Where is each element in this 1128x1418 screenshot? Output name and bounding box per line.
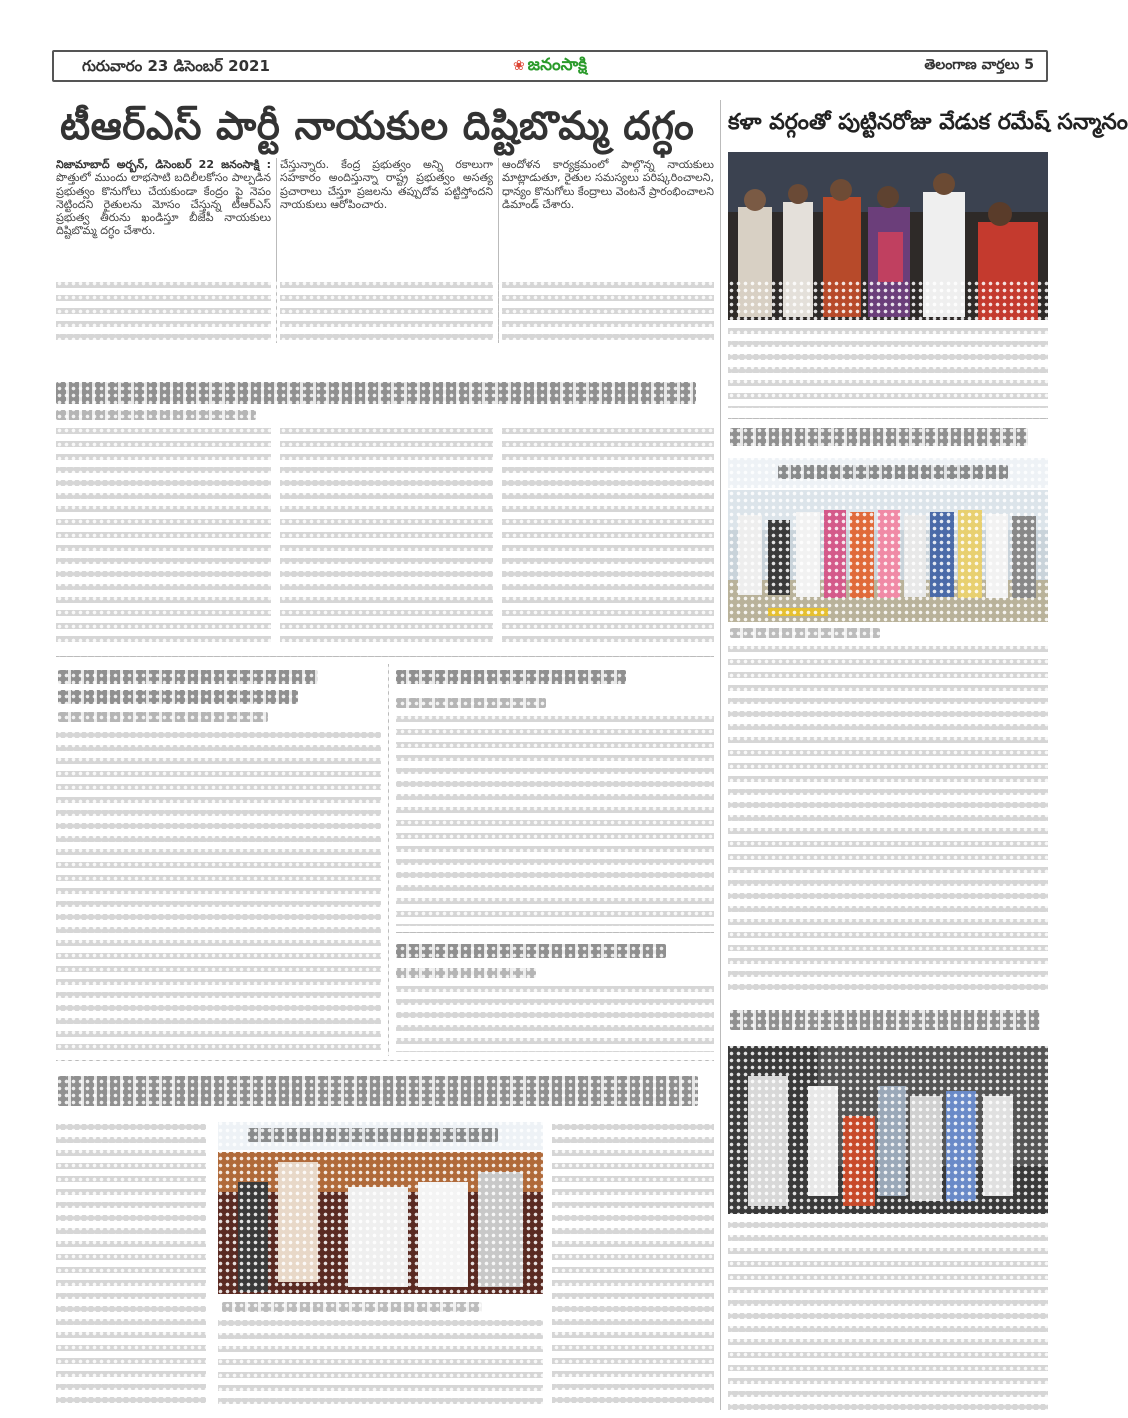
page-label: తెలంగాణ వార్తలు 5 xyxy=(924,57,1034,73)
right-story-3-text xyxy=(728,1222,1048,1412)
group-photo-right xyxy=(728,490,1048,622)
masthead-logo-icon: ❀ xyxy=(512,58,525,74)
story-2-column-3 xyxy=(502,428,714,648)
page-number: 5 xyxy=(1024,57,1034,73)
story-2-column-1 xyxy=(56,428,271,648)
story-6-headline xyxy=(58,1076,698,1106)
story-2-byline xyxy=(56,410,256,420)
column-rule xyxy=(388,664,389,1056)
photo-bottom-caption xyxy=(222,1302,482,1312)
right-story-text xyxy=(728,328,1048,408)
right-story-2-headline xyxy=(730,428,1028,446)
page-header xyxy=(52,50,1048,82)
main-headline: టీఆర్ఎస్ పార్టీ నాయకుల దిష్టిబొమ్మ దగ్ధం xyxy=(60,104,695,149)
column-rule xyxy=(498,158,499,343)
story-4-headline xyxy=(396,670,626,684)
photo-banner xyxy=(728,458,1048,488)
story-5-headline xyxy=(396,944,666,958)
right-story-2-text xyxy=(728,646,1048,996)
photo-banner-bottom xyxy=(218,1122,543,1150)
masthead xyxy=(54,55,1046,79)
story-4-byline xyxy=(396,698,546,708)
column-rule xyxy=(720,100,721,1410)
group-photo-right-image xyxy=(728,490,1048,622)
photo-right-bottom-image xyxy=(728,1046,1048,1214)
main-story-col1-text: పొత్తులో ముందు లాభసాటి బదిలీలకోసం పాల్పడిన ప్రభుత్వం కొనుగోలు చేయకుండా కేంద్రం పై నెపం నెట్టిందని రైతులను మోసం చేస్తున్న టీఆర్ఎస్ ప్రభుత్వ తీరును ఖండిస్తూ బీజేపీ నాయకులు దిష్టిబొమ్మ దగ్ధం చేశారు. xyxy=(56,171,271,238)
story-6-column-1 xyxy=(56,1124,206,1409)
main-story-continuation xyxy=(56,282,271,344)
story-3-byline xyxy=(58,712,268,722)
story-6-column-3 xyxy=(552,1124,714,1409)
story-2-headline xyxy=(56,382,696,404)
story-5-text xyxy=(396,986,714,1052)
photo-banner-bottom-text xyxy=(248,1128,498,1142)
photo-bottom-center xyxy=(218,1152,543,1294)
story-4-text xyxy=(396,716,714,926)
story-3-text xyxy=(56,732,381,1052)
story-2-column-2 xyxy=(280,428,493,648)
right-story-3-headline xyxy=(730,1010,1040,1030)
story-5-byline xyxy=(396,968,536,978)
main-story-continuation xyxy=(280,282,493,344)
event-photo-top-right xyxy=(728,152,1048,320)
section-rule xyxy=(56,1060,714,1061)
main-story-continuation xyxy=(502,282,714,344)
photo-bottom-center-image xyxy=(218,1152,543,1294)
column-rule xyxy=(276,158,277,343)
section-rule xyxy=(56,656,714,657)
main-story-column-1 xyxy=(56,158,271,280)
main-story-dateline: నిజామాబాద్ అర్బన్, డిసెంబర్ 22 జనంసాక్షి : xyxy=(56,158,271,171)
main-story-column-3: ఆందోళన కార్యక్రమంలో పాల్గొన్న నాయకులు మాట్లాడుతూ, రైతుల సమస్యలు పరిష్కరించాలని, ధాన్యం కొనుగోలు కేంద్రాలు వెంటనే ప్రారంభించాలని డిమాండ్ చేశారు. xyxy=(502,158,714,211)
event-photo-top-right-image xyxy=(728,152,1048,320)
section-rule xyxy=(728,418,1048,419)
story-6-column-2 xyxy=(218,1320,543,1410)
story-3-headline-line-2 xyxy=(58,690,298,704)
masthead-title: జనంసాక్షి xyxy=(527,55,588,75)
section-rule xyxy=(396,932,714,933)
right-headline: కళా వర్గంతో పుట్టినరోజు వేడుక రమేష్ సన్మానం xyxy=(728,110,1128,135)
photo-right-bottom xyxy=(728,1046,1048,1214)
photo-banner-text xyxy=(778,465,1008,479)
issue-date: గురువారం 23 డిసెంబర్ 2021 xyxy=(82,57,270,75)
main-story-column-2: చేస్తున్నారు. కేంద్ర ప్రభుత్వం అన్ని రకాలుగా సహకారం అందిస్తున్నా రాష్ట్ర ప్రభుత్వం అసత్య ప్రచారాలు చేస్తూ ప్రజలను తప్పుదోవ పట్టిస్తోందని నాయకులు ఆరోపించారు. xyxy=(280,158,493,211)
photo-caption xyxy=(730,628,880,638)
story-3-headline xyxy=(58,670,318,684)
